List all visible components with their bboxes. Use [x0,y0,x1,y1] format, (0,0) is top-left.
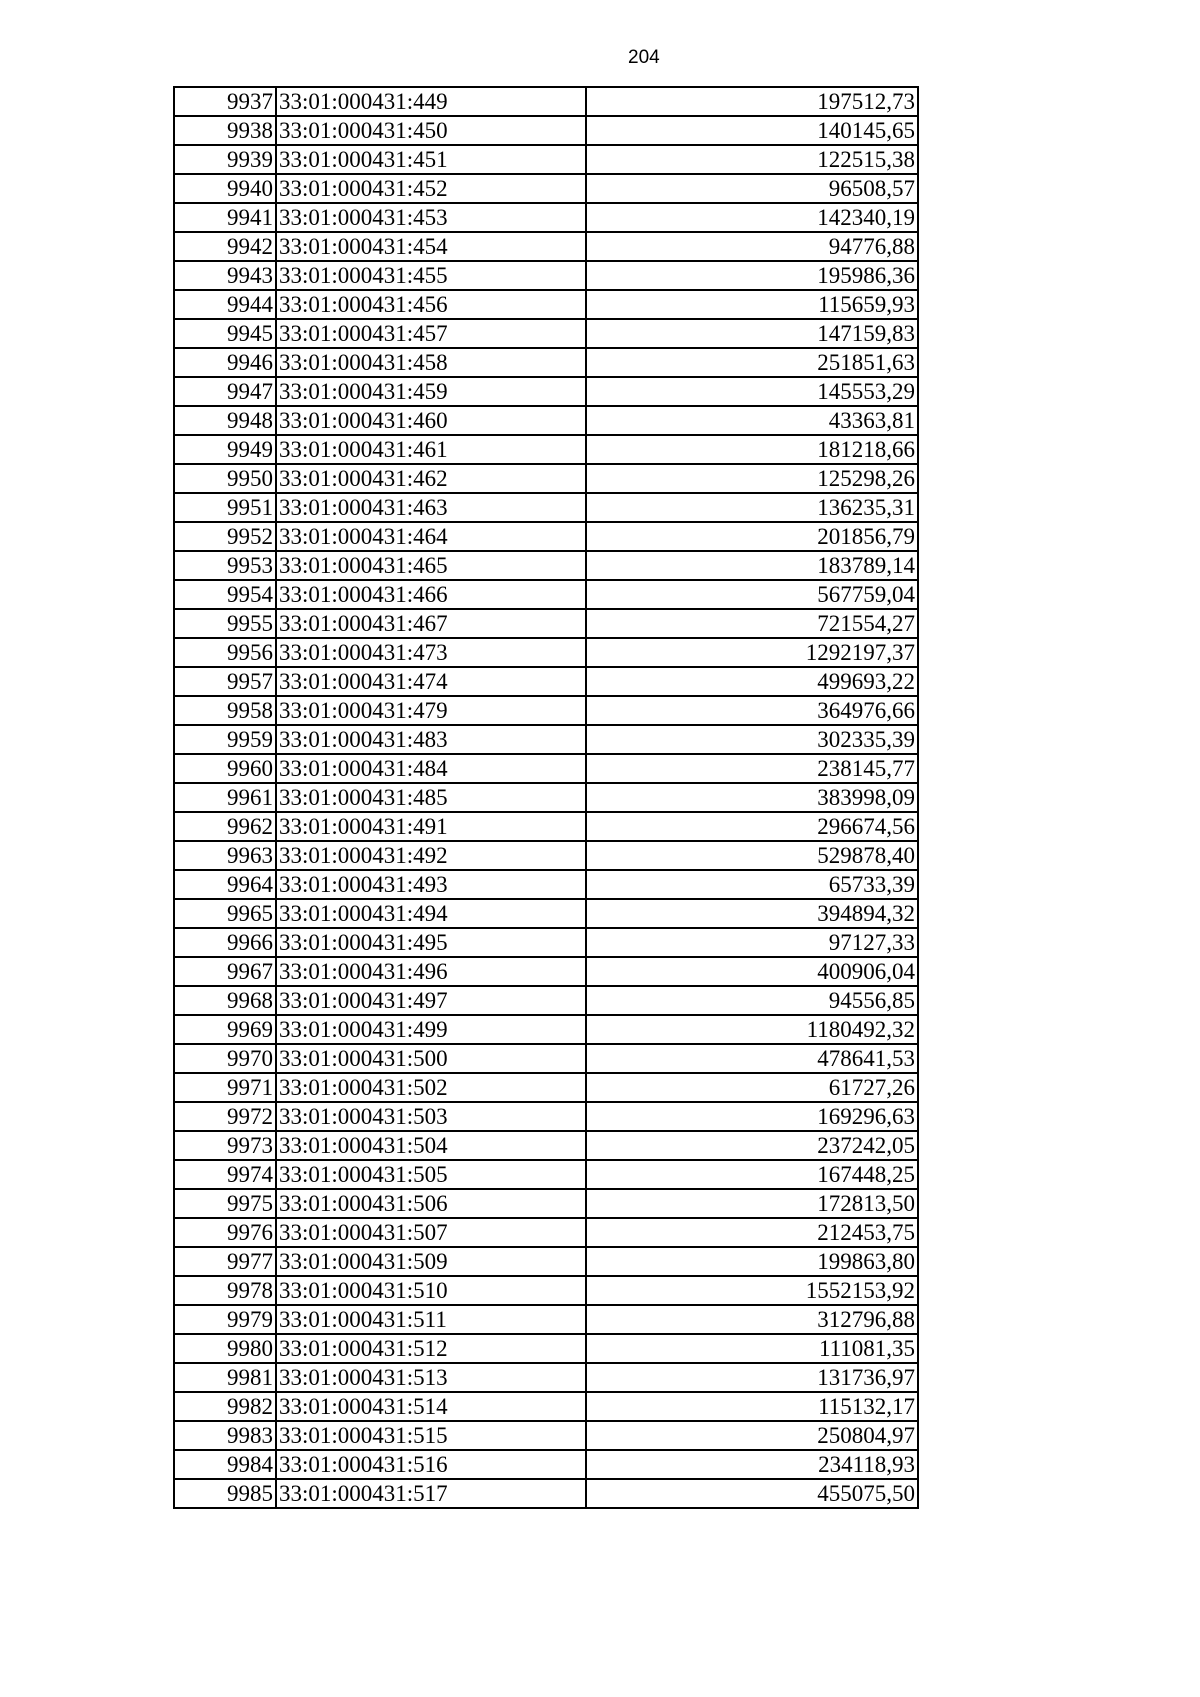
cadastral-value-cell: 234118,93 [586,1450,918,1479]
cadastral-value-cell: 302335,39 [586,725,918,754]
table-row [174,812,918,841]
cadastral-number-cell: 33:01:000431:474 [276,667,586,696]
row-number-cell: 9970 [174,1044,276,1073]
cadastral-value-cell: 136235,31 [586,493,918,522]
cadastral-value-cell: 94556,85 [586,986,918,1015]
row-number-cell: 9956 [174,638,276,667]
cadastral-number-cell: 33:01:000431:517 [276,1479,586,1508]
row-number-cell: 9942 [174,232,276,261]
cadastral-value-cell: 181218,66 [586,435,918,464]
row-number-cell: 9946 [174,348,276,377]
cadastral-number-cell: 33:01:000431:473 [276,638,586,667]
row-number-cell: 9975 [174,1189,276,1218]
cadastral-value-cell: 312796,88 [586,1305,918,1334]
cadastral-number-cell: 33:01:000431:457 [276,319,586,348]
cadastral-number-cell: 33:01:000431:511 [276,1305,586,1334]
table-row [174,377,918,406]
row-number-cell: 9962 [174,812,276,841]
cadastral-number-cell: 33:01:000431:516 [276,1450,586,1479]
row-number-cell: 9955 [174,609,276,638]
cadastral-number-cell: 33:01:000431:494 [276,899,586,928]
row-number-cell: 9974 [174,1160,276,1189]
row-number-cell: 9983 [174,1421,276,1450]
cadastral-number-cell: 33:01:000431:452 [276,174,586,203]
cadastral-number-cell: 33:01:000431:492 [276,841,586,870]
table-row [174,899,918,928]
cadastral-value-cell: 1292197,37 [586,638,918,667]
row-number-cell: 9973 [174,1131,276,1160]
table-row [174,551,918,580]
row-number-cell: 9951 [174,493,276,522]
cadastral-value-cell: 142340,19 [586,203,918,232]
table-row [174,348,918,377]
cadastral-value-cell: 1552153,92 [586,1276,918,1305]
cadastral-number-cell: 33:01:000431:461 [276,435,586,464]
cadastral-value-cell: 394894,32 [586,899,918,928]
cadastral-number-cell: 33:01:000431:507 [276,1218,586,1247]
table-row [174,1102,918,1131]
table-row [174,1015,918,1044]
row-number-cell: 9938 [174,116,276,145]
table-row [174,754,918,783]
cadastral-number-cell: 33:01:000431:499 [276,1015,586,1044]
cadastral-number-cell: 33:01:000431:509 [276,1247,586,1276]
cadastral-value-cell: 169296,63 [586,1102,918,1131]
cadastral-number-cell: 33:01:000431:463 [276,493,586,522]
cadastral-value-cell: 199863,80 [586,1247,918,1276]
cadastral-number-cell: 33:01:000431:496 [276,957,586,986]
row-number-cell: 9939 [174,145,276,174]
table-row [174,638,918,667]
cadastral-value-cell: 94776,88 [586,232,918,261]
table-row [174,145,918,174]
cadastral-number-cell: 33:01:000431:510 [276,1276,586,1305]
row-number-cell: 9950 [174,464,276,493]
cadastral-value-cell: 115132,17 [586,1392,918,1421]
cadastral-number-cell: 33:01:000431:479 [276,696,586,725]
cadastral-value-cell: 125298,26 [586,464,918,493]
row-number-cell: 9943 [174,261,276,290]
cadastral-value-cell: 183789,14 [586,551,918,580]
row-number-cell: 9963 [174,841,276,870]
cadastral-value-cell: 131736,97 [586,1363,918,1392]
table-row [174,870,918,899]
cadastral-number-cell: 33:01:000431:514 [276,1392,586,1421]
row-number-cell: 9976 [174,1218,276,1247]
cadastral-value-cell: 400906,04 [586,957,918,986]
table-row [174,203,918,232]
table-row [174,725,918,754]
cadastral-value-cell: 1180492,32 [586,1015,918,1044]
row-number-cell: 9947 [174,377,276,406]
cadastral-number-cell: 33:01:000431:451 [276,145,586,174]
cadastral-number-cell: 33:01:000431:502 [276,1073,586,1102]
table-row [174,1073,918,1102]
row-number-cell: 9978 [174,1276,276,1305]
table-row [174,464,918,493]
cadastral-value-cell: 147159,83 [586,319,918,348]
row-number-cell: 9949 [174,435,276,464]
table-row [174,928,918,957]
cadastral-value-cell: 251851,63 [586,348,918,377]
table-row [174,783,918,812]
cadastral-value-cell: 65733,39 [586,870,918,899]
cadastral-number-cell: 33:01:000431:450 [276,116,586,145]
cadastral-number-cell: 33:01:000431:456 [276,290,586,319]
cadastral-value-cell: 145553,29 [586,377,918,406]
cadastral-number-cell: 33:01:000431:467 [276,609,586,638]
cadastral-value-cell: 721554,27 [586,609,918,638]
table-row [174,1334,918,1363]
table-row [174,609,918,638]
table-row [174,1479,918,1508]
cadastral-number-cell: 33:01:000431:466 [276,580,586,609]
cadastral-number-cell: 33:01:000431:465 [276,551,586,580]
cadastral-number-cell: 33:01:000431:506 [276,1189,586,1218]
table-row [174,116,918,145]
cadastral-value-cell: 43363,81 [586,406,918,435]
row-number-cell: 9966 [174,928,276,957]
table-body [174,87,918,1508]
cadastral-number-cell: 33:01:000431:483 [276,725,586,754]
cadastral-number-cell: 33:01:000431:485 [276,783,586,812]
table-row [174,1392,918,1421]
row-number-cell: 9937 [174,87,276,116]
cadastral-value-cell: 201856,79 [586,522,918,551]
row-number-cell: 9944 [174,290,276,319]
cadastral-number-cell: 33:01:000431:500 [276,1044,586,1073]
row-number-cell: 9980 [174,1334,276,1363]
cadastral-value-cell: 140145,65 [586,116,918,145]
cadastral-value-cell: 499693,22 [586,667,918,696]
row-number-cell: 9972 [174,1102,276,1131]
cadastral-number-cell: 33:01:000431:460 [276,406,586,435]
table-row [174,1131,918,1160]
cadastral-value-cell: 529878,40 [586,841,918,870]
table-row [174,1276,918,1305]
row-number-cell: 9959 [174,725,276,754]
cadastral-value-cell: 238145,77 [586,754,918,783]
table-row [174,1247,918,1276]
cadastral-number-cell: 33:01:000431:503 [276,1102,586,1131]
table-row [174,290,918,319]
row-number-cell: 9968 [174,986,276,1015]
table-row [174,1421,918,1450]
row-number-cell: 9945 [174,319,276,348]
cadastral-number-cell: 33:01:000431:458 [276,348,586,377]
table-row [174,986,918,1015]
row-number-cell: 9971 [174,1073,276,1102]
cadastral-number-cell: 33:01:000431:462 [276,464,586,493]
page-number: 204 [628,47,660,68]
cadastral-value-cell: 122515,38 [586,145,918,174]
table-row [174,319,918,348]
cadastral-number-cell: 33:01:000431:459 [276,377,586,406]
table-row [174,174,918,203]
cadastral-number-cell: 33:01:000431:512 [276,1334,586,1363]
cadastral-value-cell: 96508,57 [586,174,918,203]
table-row [174,1160,918,1189]
cadastral-value-cell: 111081,35 [586,1334,918,1363]
row-number-cell: 9985 [174,1479,276,1508]
row-number-cell: 9958 [174,696,276,725]
cadastral-value-cell: 455075,50 [586,1479,918,1508]
row-number-cell: 9964 [174,870,276,899]
cadastral-number-cell: 33:01:000431:454 [276,232,586,261]
cadastral-number-cell: 33:01:000431:505 [276,1160,586,1189]
cadastral-value-table [173,86,919,1509]
cadastral-value-cell: 167448,25 [586,1160,918,1189]
table-row [174,493,918,522]
table-row [174,406,918,435]
table-row [174,1044,918,1073]
row-number-cell: 9941 [174,203,276,232]
cadastral-number-cell: 33:01:000431:495 [276,928,586,957]
cadastral-number-cell: 33:01:000431:493 [276,870,586,899]
cadastral-number-cell: 33:01:000431:464 [276,522,586,551]
row-number-cell: 9961 [174,783,276,812]
table-row [174,696,918,725]
row-number-cell: 9960 [174,754,276,783]
row-number-cell: 9969 [174,1015,276,1044]
cadastral-number-cell: 33:01:000431:504 [276,1131,586,1160]
row-number-cell: 9977 [174,1247,276,1276]
table-row [174,522,918,551]
cadastral-value-cell: 172813,50 [586,1189,918,1218]
table-row [174,232,918,261]
cadastral-value-cell: 478641,53 [586,1044,918,1073]
table-row [174,261,918,290]
row-number-cell: 9954 [174,580,276,609]
cadastral-number-cell: 33:01:000431:449 [276,87,586,116]
row-number-cell: 9952 [174,522,276,551]
table-row [174,841,918,870]
row-number-cell: 9984 [174,1450,276,1479]
row-number-cell: 9940 [174,174,276,203]
table-row [174,667,918,696]
table-row [174,1450,918,1479]
table-row [174,87,918,116]
row-number-cell: 9948 [174,406,276,435]
cadastral-number-cell: 33:01:000431:453 [276,203,586,232]
row-number-cell: 9953 [174,551,276,580]
cadastral-number-cell: 33:01:000431:484 [276,754,586,783]
table-row [174,957,918,986]
cadastral-number-cell: 33:01:000431:491 [276,812,586,841]
cadastral-number-cell: 33:01:000431:455 [276,261,586,290]
row-number-cell: 9979 [174,1305,276,1334]
cadastral-value-cell: 237242,05 [586,1131,918,1160]
cadastral-value-cell: 97127,33 [586,928,918,957]
table-row [174,1305,918,1334]
cadastral-value-cell: 115659,93 [586,290,918,319]
cadastral-number-cell: 33:01:000431:513 [276,1363,586,1392]
table-row [174,1218,918,1247]
row-number-cell: 9981 [174,1363,276,1392]
cadastral-value-cell: 195986,36 [586,261,918,290]
cadastral-value-cell: 212453,75 [586,1218,918,1247]
row-number-cell: 9965 [174,899,276,928]
cadastral-number-cell: 33:01:000431:497 [276,986,586,1015]
cadastral-value-cell: 364976,66 [586,696,918,725]
cadastral-value-cell: 567759,04 [586,580,918,609]
cadastral-value-cell: 250804,97 [586,1421,918,1450]
cadastral-value-cell: 383998,09 [586,783,918,812]
table-row [174,1189,918,1218]
table-row [174,435,918,464]
row-number-cell: 9982 [174,1392,276,1421]
cadastral-number-cell: 33:01:000431:515 [276,1421,586,1450]
cadastral-value-cell: 197512,73 [586,87,918,116]
table-row [174,1363,918,1392]
cadastral-value-cell: 61727,26 [586,1073,918,1102]
table-row [174,580,918,609]
cadastral-value-cell: 296674,56 [586,812,918,841]
row-number-cell: 9957 [174,667,276,696]
row-number-cell: 9967 [174,957,276,986]
